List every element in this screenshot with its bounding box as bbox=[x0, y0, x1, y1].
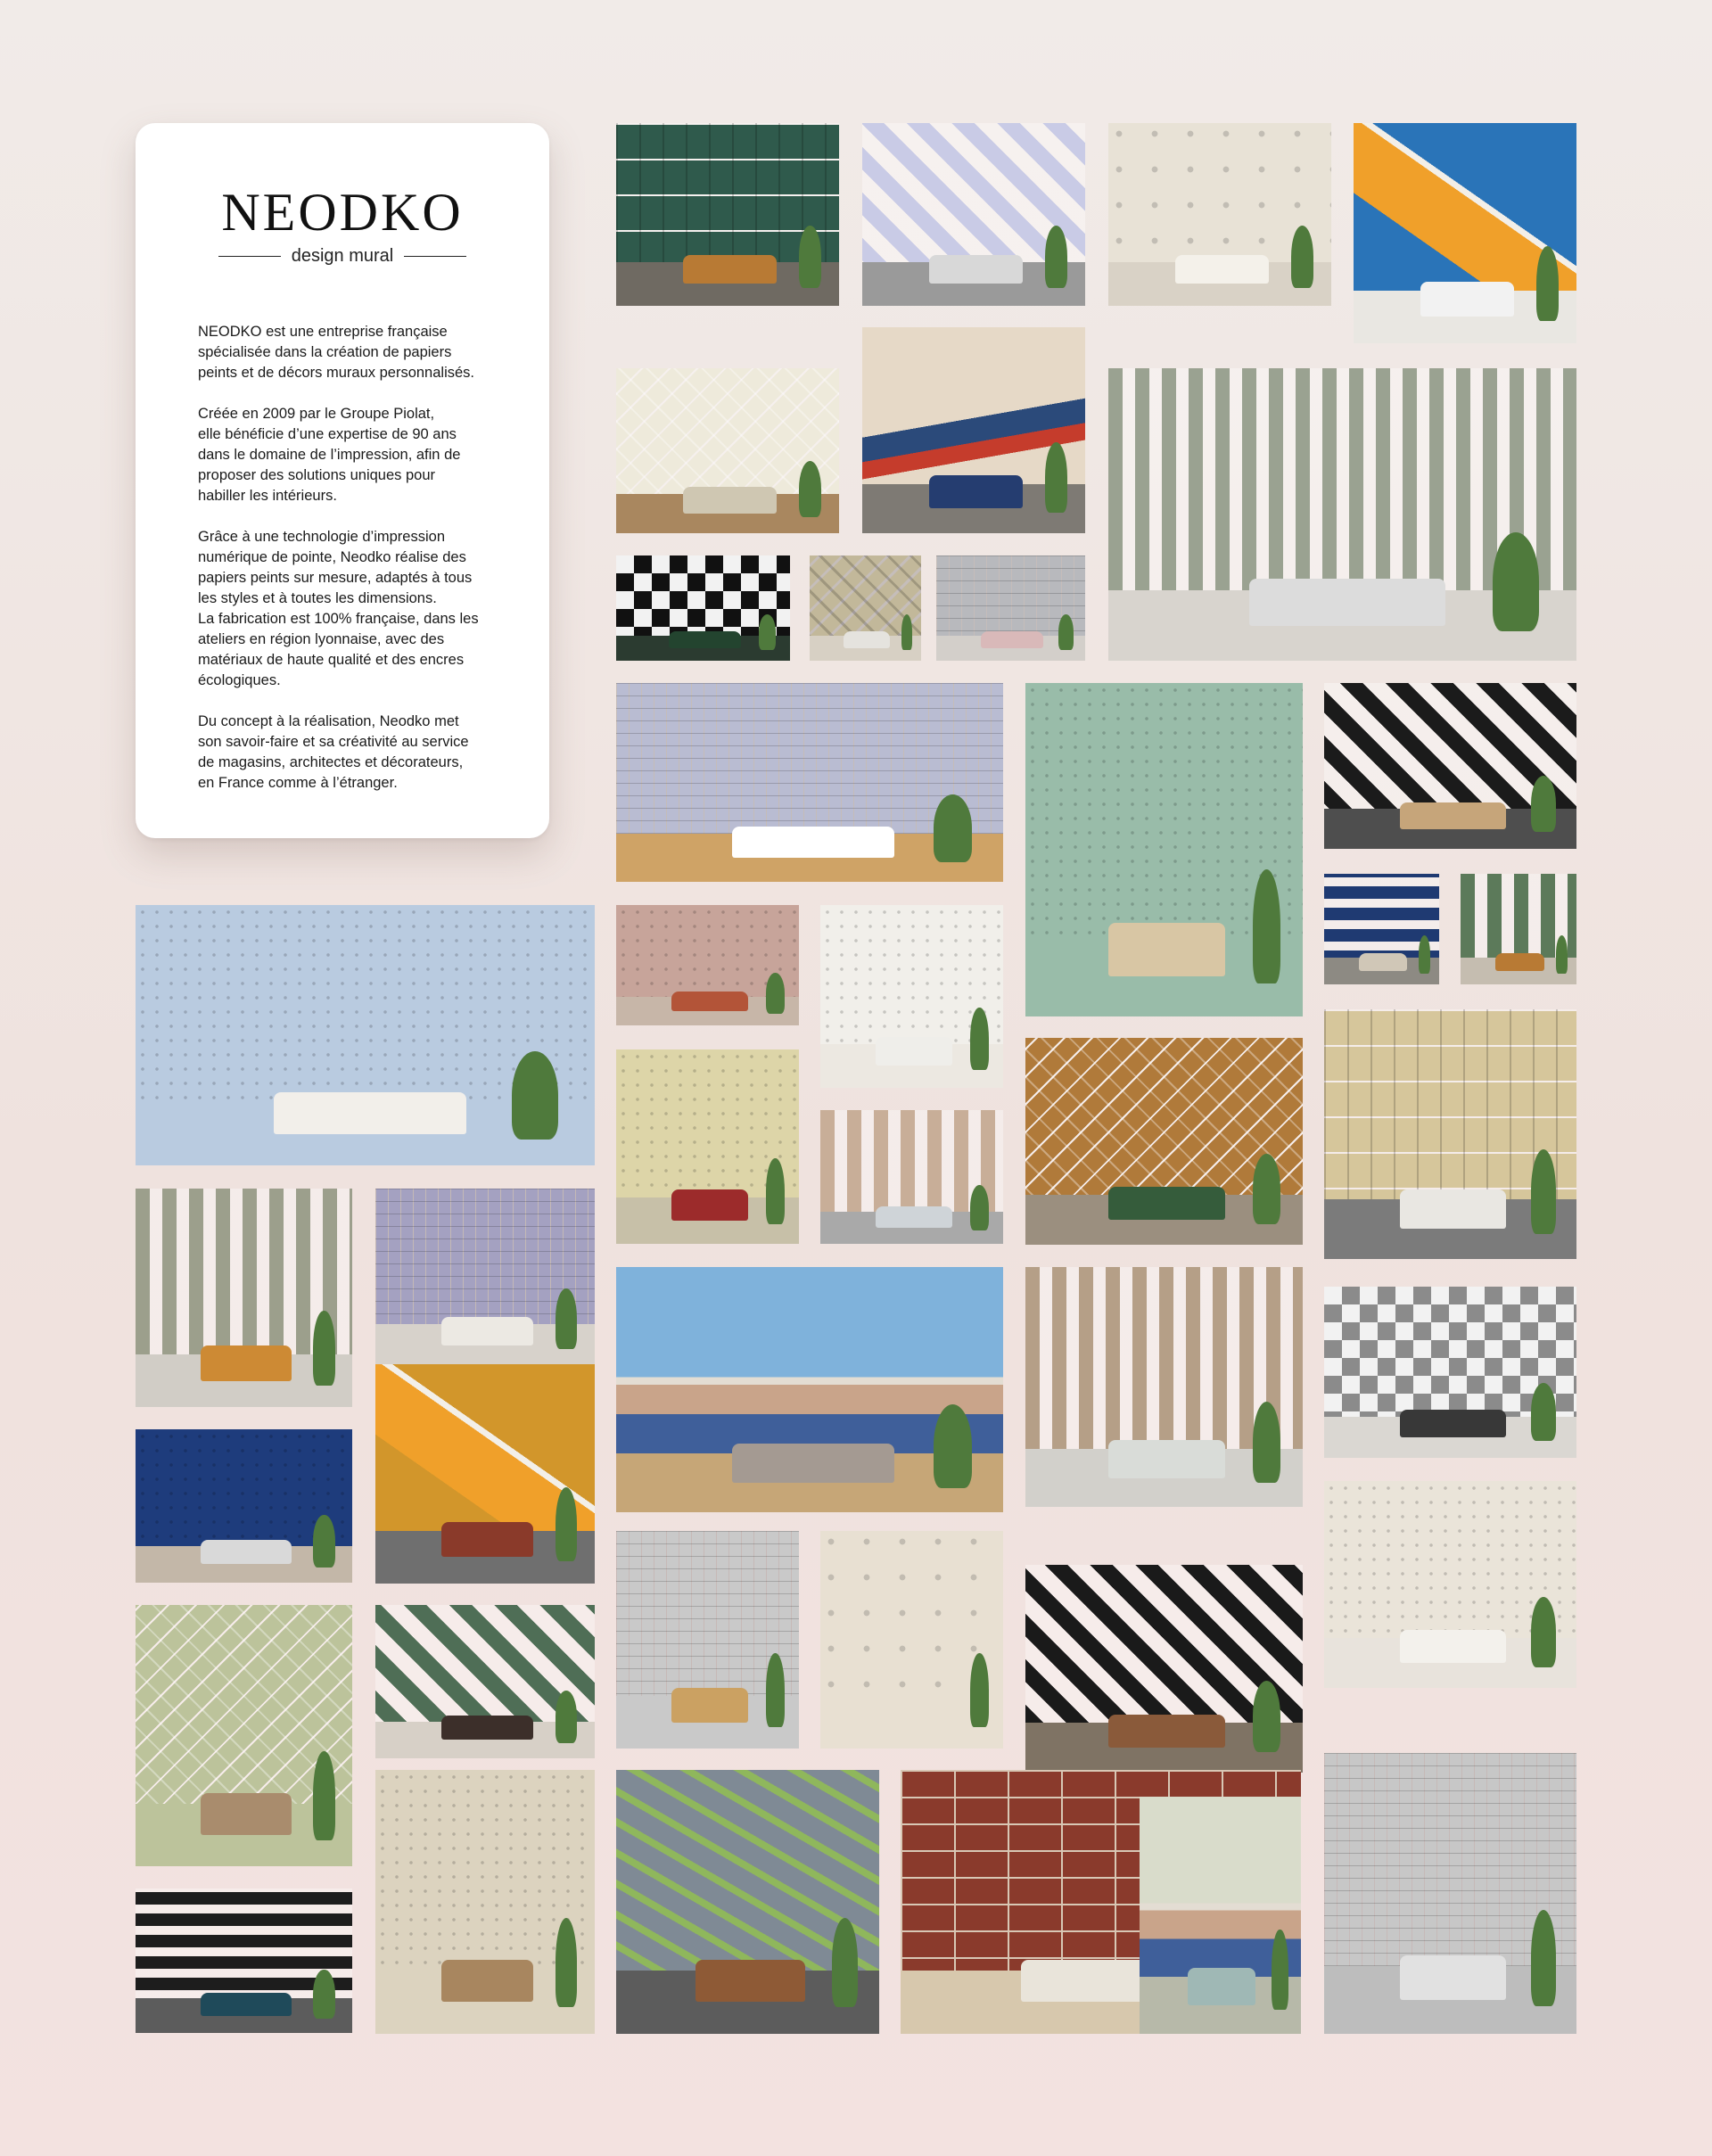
description-paragraph-4: Du concept à la réalisation, Neodko met son savoir-faire et sa créativité au service de magasins, architectes et décorateurs, en France comme à l’étranger. bbox=[198, 713, 469, 791]
plant-icon bbox=[556, 1918, 578, 2008]
grey-mosaic-bedroom-photo bbox=[936, 555, 1085, 661]
plant-icon bbox=[1253, 869, 1280, 983]
furniture bbox=[441, 1317, 533, 1345]
neodko-logo bbox=[189, 185, 496, 267]
plant-icon bbox=[556, 1691, 578, 1742]
furniture bbox=[1400, 1630, 1506, 1663]
plant-icon bbox=[1272, 1930, 1288, 2010]
plant-icon bbox=[1253, 1154, 1280, 1224]
plant-icon bbox=[832, 1918, 859, 2008]
light-blue-texture-photo bbox=[136, 905, 595, 1165]
furniture bbox=[1108, 1715, 1225, 1748]
furniture bbox=[876, 1688, 952, 1723]
furniture bbox=[844, 631, 891, 648]
furniture bbox=[671, 1688, 748, 1723]
furniture bbox=[876, 1206, 952, 1228]
plant-icon bbox=[556, 1288, 578, 1349]
plant-icon bbox=[1531, 1383, 1556, 1441]
plant-icon bbox=[799, 226, 821, 288]
plant-icon bbox=[934, 794, 972, 862]
furniture bbox=[929, 475, 1023, 508]
light-green-geometric-photo bbox=[136, 1605, 352, 1866]
plant-icon bbox=[1253, 1402, 1280, 1483]
description-paragraph-2: Créée en 2009 par le Groupe Piolat, elle bénéficie d’une expertise de 90 ans dans le domaine de l’impression, afin de proposer des solutions uniques pour habiller les intérieurs. bbox=[198, 406, 461, 504]
furniture bbox=[732, 827, 894, 859]
pastel-stripe-living-photo bbox=[1108, 368, 1576, 661]
black-white-check-photo bbox=[616, 555, 790, 661]
op-art-circles-photo bbox=[136, 1889, 352, 2033]
furniture bbox=[981, 631, 1043, 648]
dark-green-diagonal-photo bbox=[375, 1605, 595, 1758]
green-stripe-lounge-photo bbox=[1461, 874, 1576, 984]
furniture bbox=[441, 1522, 533, 1557]
furniture bbox=[441, 1960, 533, 2002]
furniture bbox=[683, 255, 777, 284]
furniture bbox=[441, 1716, 533, 1740]
plant-icon bbox=[1045, 226, 1067, 288]
lavender-tile-living-photo bbox=[375, 1189, 595, 1367]
plant-icon bbox=[1556, 935, 1568, 973]
furniture bbox=[1400, 1955, 1506, 2000]
furniture bbox=[669, 631, 742, 648]
paris-facade-illustration-photo bbox=[1140, 1797, 1301, 2034]
plant-icon bbox=[799, 461, 821, 517]
furniture bbox=[1400, 1410, 1506, 1437]
plant-icon bbox=[1291, 226, 1313, 288]
lavender-diagonal-stripe-photo bbox=[862, 123, 1085, 306]
plant-icon bbox=[1058, 614, 1074, 650]
plant-icon bbox=[970, 1185, 989, 1230]
beige-stripe-lounge-photo bbox=[820, 1110, 1003, 1244]
plant-icon bbox=[556, 1487, 578, 1562]
black-white-burst-photo bbox=[1025, 1565, 1303, 1773]
mint-dots-table-photo bbox=[1025, 683, 1303, 1016]
plant-icon bbox=[1531, 776, 1556, 832]
sage-stripe-orange-sofa-photo bbox=[136, 1189, 352, 1407]
plant-icon bbox=[759, 614, 777, 650]
furniture bbox=[201, 1540, 292, 1565]
plant-icon bbox=[1531, 1910, 1556, 2005]
plant-icon bbox=[1253, 1681, 1280, 1751]
terrazzo-white-sofa-photo bbox=[1324, 1481, 1576, 1688]
plant-icon bbox=[1045, 442, 1067, 513]
plant-icon bbox=[970, 1653, 989, 1727]
tagline-rule-left bbox=[218, 256, 281, 257]
brand-info-card bbox=[136, 123, 549, 838]
brand-tagline-row bbox=[189, 246, 496, 267]
plant-icon bbox=[1536, 246, 1559, 321]
furniture bbox=[1359, 953, 1407, 971]
plant-icon bbox=[766, 1158, 785, 1224]
furniture bbox=[1249, 579, 1446, 625]
furniture bbox=[696, 1960, 806, 2002]
yellow-dot-red-sofa-photo bbox=[616, 1049, 799, 1244]
furniture bbox=[201, 1993, 292, 2016]
mid-century-geometric-photo bbox=[375, 1364, 595, 1584]
botanical-leaf-photo bbox=[1108, 123, 1331, 306]
grey-plaid-living-photo bbox=[1324, 1753, 1576, 2034]
cube-pattern-dining-photo bbox=[1324, 1287, 1576, 1458]
furniture bbox=[732, 1444, 894, 1483]
description-paragraph-1: NEODKO est une entreprise française spécialisée dans la création de papiers peints et de décors muraux personnalisés. bbox=[198, 324, 475, 381]
brand-name: NEODKO bbox=[221, 183, 464, 242]
furniture bbox=[1108, 1440, 1225, 1478]
furniture bbox=[671, 992, 748, 1011]
blue-stripe-banner-photo bbox=[1324, 874, 1439, 984]
furniture bbox=[876, 1037, 952, 1066]
isometric-city-map-photo bbox=[616, 1770, 879, 2034]
paris-skyline-bedroom-photo bbox=[616, 1267, 1003, 1512]
plant-icon bbox=[1419, 935, 1430, 973]
furniture bbox=[683, 487, 777, 514]
furniture bbox=[671, 1189, 748, 1221]
furniture bbox=[1400, 1189, 1506, 1230]
company-description bbox=[198, 322, 496, 794]
paris-sketch-pattern-photo bbox=[820, 1531, 1003, 1749]
furniture bbox=[1108, 923, 1225, 976]
geometric-orange-blue-photo bbox=[1354, 123, 1576, 343]
green-tile-wallpaper-photo bbox=[616, 123, 839, 306]
kids-room-tipi-photo bbox=[616, 683, 1003, 882]
plant-icon bbox=[901, 614, 913, 650]
plant-icon bbox=[1531, 1597, 1556, 1667]
white-polka-dot-photo bbox=[820, 905, 1003, 1088]
plant-icon bbox=[313, 1751, 334, 1840]
mountain-village-mural-photo bbox=[862, 327, 1085, 533]
grey-textile-texture-photo bbox=[616, 1531, 799, 1749]
gold-tile-wall-photo bbox=[1324, 1009, 1576, 1259]
op-art-swirl-photo bbox=[1324, 683, 1576, 849]
furniture bbox=[1108, 1187, 1225, 1220]
plant-icon bbox=[1493, 532, 1540, 632]
furniture bbox=[929, 255, 1023, 284]
orange-lattice-photo bbox=[1025, 1038, 1303, 1245]
plant-icon bbox=[313, 1311, 334, 1385]
furniture bbox=[1420, 282, 1514, 317]
trellis-pattern-dining-photo bbox=[616, 368, 839, 533]
furniture bbox=[1188, 1968, 1255, 2006]
navy-blue-living-photo bbox=[136, 1429, 352, 1583]
taupe-stripe-living-photo bbox=[1025, 1267, 1303, 1507]
description-paragraph-3: Grâce à une technologie d’impression numérique de pointe, Neodko réalise des papiers peints sur mesure, adaptés à tous les styles et à toutes les dimensions. La fabrication est 100% française, dans les ateliers en région lyonnaise, avec des matériaux de haute qualité et des encres écologiques. bbox=[198, 529, 479, 688]
plant-icon bbox=[313, 1515, 334, 1567]
tagline-rule-right bbox=[404, 256, 466, 257]
furniture bbox=[1495, 953, 1544, 971]
plant-icon bbox=[934, 1404, 972, 1488]
furniture bbox=[201, 1793, 292, 1835]
linen-texture-photo bbox=[375, 1770, 595, 2034]
furniture bbox=[201, 1345, 292, 1380]
retro-pattern-bedroom-photo bbox=[810, 555, 921, 661]
brand-tagline: design mural bbox=[291, 246, 394, 266]
furniture bbox=[1175, 255, 1269, 284]
plant-icon bbox=[512, 1051, 558, 1140]
furniture bbox=[274, 1092, 466, 1134]
plant-icon bbox=[766, 973, 785, 1014]
terracotta-arch-room-photo bbox=[616, 905, 799, 1025]
plant-icon bbox=[970, 1008, 989, 1070]
plant-icon bbox=[766, 1653, 785, 1727]
furniture bbox=[1400, 802, 1506, 829]
plant-icon bbox=[313, 1970, 334, 2019]
plant-icon bbox=[1531, 1149, 1556, 1234]
